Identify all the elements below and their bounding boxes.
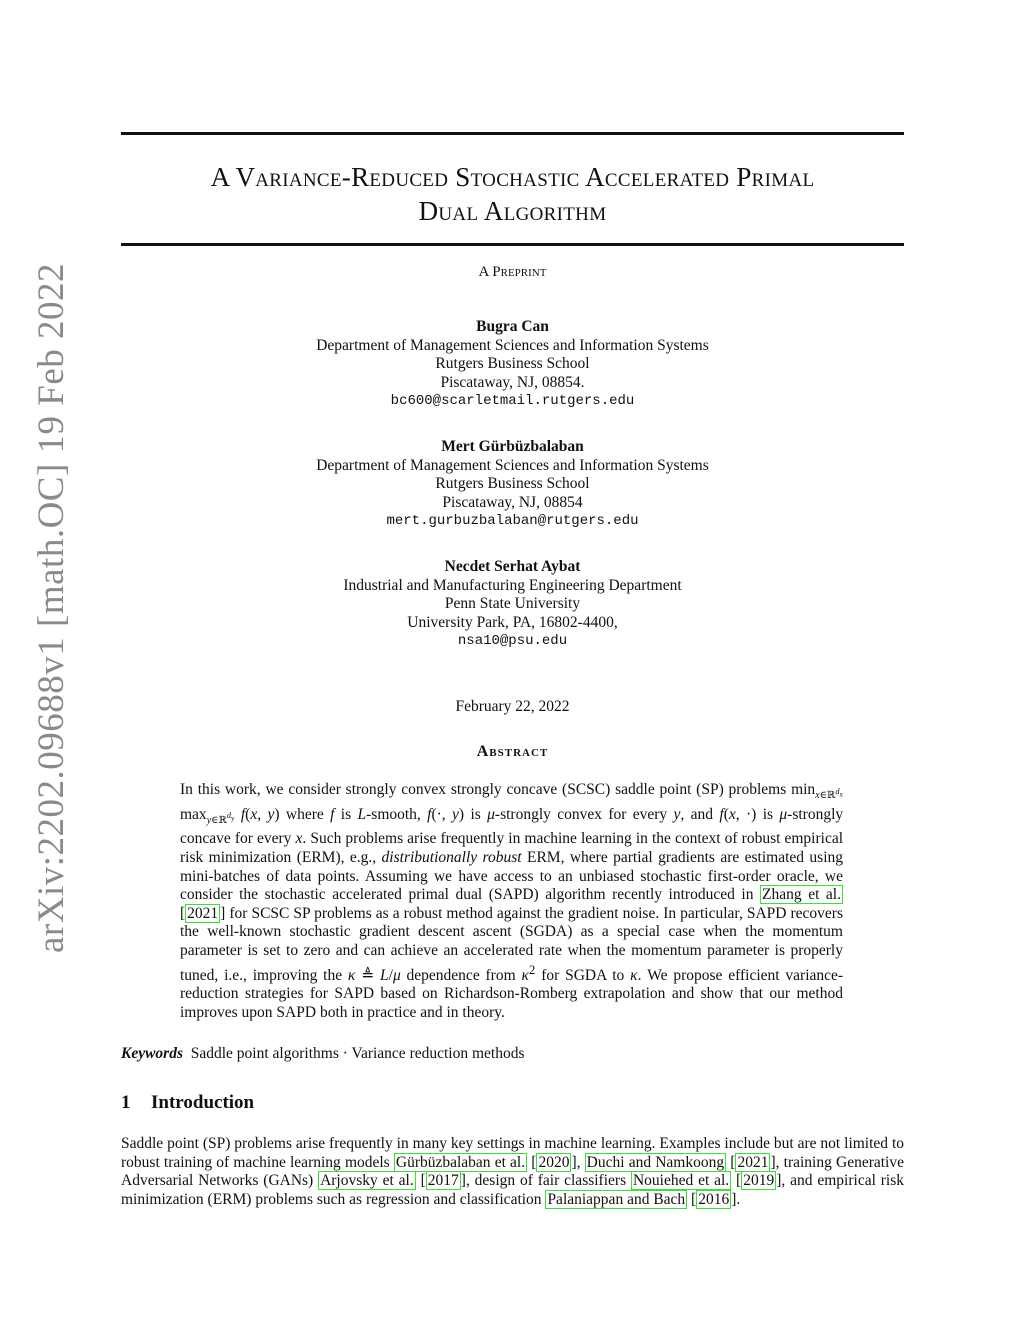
arxiv-identifier: arXiv:2202.09688v1 [math.OC] 19 Feb 2022 bbox=[31, 262, 72, 953]
math-expression: $\min_{x\in ℝ^{d_x}} \max_{y\in ℝ^{d_y}} f(x$, y) bbox=[180, 781, 843, 826]
author-name: Bugra Can bbox=[476, 318, 549, 335]
author-address: Piscataway, NJ, 08854 bbox=[442, 493, 583, 511]
author-department: Industrial and Manufacturing Engineering Department bbox=[343, 576, 682, 594]
citation-link[interactable]: Zhang et al. bbox=[762, 886, 841, 904]
intro-text: training Generative Adversarial Networks (GANs) bbox=[121, 1153, 904, 1190]
citation-link[interactable]: Gürbüzbalaban et al. bbox=[395, 1153, 526, 1171]
citation-year-link[interactable]: 2020 bbox=[538, 1153, 570, 1171]
title-top-rule bbox=[121, 132, 904, 135]
author-block-2 bbox=[121, 438, 904, 531]
citation-link[interactable]: Arjovsky et al. bbox=[320, 1172, 414, 1190]
abstract-text: for SCSC SP problems as a robust method against the gradient noise. In particular, SAPD recovers the well-known stochastic gradient descent ascent (SGDA) as a special case when the momentum parameter is set to zero and can achieve an accelerated rate when the momentum parameter is properly tuned, i.e., improving the bbox=[180, 904, 843, 984]
citation-year-link[interactable]: 2019 bbox=[743, 1172, 775, 1190]
abstract-text: -smooth, bbox=[366, 805, 421, 823]
author-school: Rutgers Business School bbox=[435, 475, 590, 492]
keywords-text: Saddle point algorithms · Variance reduction methods bbox=[190, 1045, 525, 1062]
abstract-heading: Abstract bbox=[476, 743, 549, 760]
abstract-body: In this work, we consider strongly convex strongly concave (SCSC) saddle point (SP) problems $\min_{x\in ℝ^{d_x}} \max_{y\in ℝ^{d_y}} f(x$, y) where f is L-smooth, f(·, y) is μ-strongly convex for every y, and f(x, ·) is μ-strongly concave for every x. Such problems arise frequently in machine learning in the context of robust empirical risk minimization (ERM), e.g., distributionally robust ERM, where partial gradients are estimated using mini-batches of data points. Assuming we have access to an unbiased stochastic first-order oracle, we consider the stochastic accelerated primal dual (SAPD) algorithm recently introduced in Zhang et al. [ 2021 ] for SCSC SP problems as a robust method against the gradient noise. In particular, SAPD recovers the well-known stochastic gradient descent ascent (SGDA) as a special case when the momentum parameter is set to zero and can achieve an accelerated rate when the momentum parameter is properly tuned, i.e., improving the κ ≜ L/μ dependence from $\kappa^2$ for SGDA to κ. We propose efficient variance-reduction strategies for SAPD based on Richardson-Romberg extrapolation and show that our method improves upon SAPD both in practice and in theory. bbox=[180, 781, 844, 1021]
author-block-3 bbox=[121, 558, 904, 651]
abstract-text: for SGDA to bbox=[541, 966, 625, 984]
keywords-line bbox=[121, 1045, 904, 1063]
citation-link[interactable]: Nouiehed et al. bbox=[632, 1172, 730, 1190]
abstract-text: partial gradients are estimated using mini-batches of data points. Assuming we have access to an unbiased stochastic first-order oracle, we consider the stochastic accelerated primal dual (SAPD) algorithm recently introduced in bbox=[180, 848, 844, 904]
abstract-text: -strongly convex for every bbox=[494, 805, 668, 823]
author-name: Mert Gürbüzbalaban bbox=[441, 438, 584, 455]
abstract-text: is bbox=[340, 805, 352, 823]
abstract-text: In this work, we consider strongly convex strongly concave (SCSC) saddle point (SP) problems bbox=[180, 781, 787, 798]
keywords-label: Keywords bbox=[121, 1045, 183, 1062]
intro-text: , design of fair classifiers bbox=[465, 1172, 627, 1190]
author-department: Department of Management Sciences and Information Systems bbox=[316, 456, 709, 474]
abstract-text: dependence from bbox=[406, 966, 516, 984]
author-school: Rutgers Business School bbox=[435, 355, 590, 372]
abstract-text: , and bbox=[680, 805, 714, 823]
title-bottom-rule bbox=[121, 243, 904, 246]
citation-year-link[interactable]: 2021 bbox=[187, 904, 219, 922]
abstract-text: the context of robust empirical risk minimization (ERM), e.g., bbox=[180, 830, 844, 866]
paper-title-line-2: Dual Algorithm bbox=[418, 196, 607, 226]
paper-title-line-1: A Variance-Reduced Stochastic Accelerated Primal bbox=[210, 162, 815, 192]
abstract-text: . Such problems arise frequently in machine learning in bbox=[302, 830, 648, 848]
author-email[interactable]: nsa10@psu.edu bbox=[457, 633, 568, 649]
intro-paragraph: Saddle point (SP) problems arise frequently in many key settings in machine learning. Examples include but are not limited to robust training of machine learning models Gürbüzbalaban et al. [ 2020 ], Duchi and Namkoong [ 2021 ], training Generative Adversarial Networks (GANs) Arjovsky et al. [ 2017 ], design of fair classifiers Nouiehed et al. [ 2019 ], and empirical risk minimization (ERM) problems such as regression and classification Palaniappan and Bach [ 2016 ]. bbox=[121, 1135, 904, 1208]
author-address: University Park, PA, 16802-4400, bbox=[407, 613, 618, 631]
citation-year-link[interactable]: 2017 bbox=[427, 1172, 459, 1190]
citation-link[interactable]: Duchi and Namkoong bbox=[586, 1153, 725, 1171]
author-address: Piscataway, NJ, 08854. bbox=[440, 373, 585, 391]
author-email[interactable]: bc600@scarletmail.rutgers.edu bbox=[390, 393, 635, 409]
abstract-text: . We propose efficient variance-reduction strategies for SAPD based on Richardson-Romberg extrapolation and show that our method improves upon SAPD both in practice and in theory. bbox=[180, 966, 844, 1021]
author-email[interactable]: mert.gurbuzbalaban@rutgers.edu bbox=[386, 513, 639, 529]
section-number: 1 bbox=[121, 1092, 131, 1113]
citation-year-link[interactable]: 2021 bbox=[737, 1153, 769, 1171]
author-department: Department of Management Sciences and Information Systems bbox=[316, 336, 709, 354]
abstract-text: ERM, where bbox=[526, 848, 608, 866]
section-heading bbox=[121, 1092, 904, 1114]
abstract-emphasis: distributionally robust bbox=[381, 848, 522, 866]
author-block-1 bbox=[121, 318, 904, 411]
citation-link[interactable]: Palaniappan and Bach bbox=[547, 1190, 686, 1208]
abstract-text: -strongly concave for every bbox=[180, 805, 844, 848]
citation-year-link[interactable]: 2016 bbox=[698, 1190, 730, 1208]
author-name: Necdet Serhat Aybat bbox=[444, 558, 581, 575]
section-title: Introduction bbox=[151, 1092, 255, 1113]
abstract-text: is bbox=[470, 805, 481, 823]
publication-date: February 22, 2022 bbox=[455, 698, 570, 715]
intro-text: and empirical risk minimization (ERM) problems such as regression and classification bbox=[121, 1172, 904, 1208]
intro-text: Saddle point (SP) problems arise frequently in many key settings in machine learning. Examples include but are not limited to robust training of machine learning models bbox=[121, 1135, 904, 1171]
abstract-text: is bbox=[762, 805, 774, 823]
abstract-text: where bbox=[285, 805, 324, 823]
author-school: Penn State University bbox=[444, 595, 581, 612]
preprint-label: A Preprint bbox=[478, 264, 547, 280]
